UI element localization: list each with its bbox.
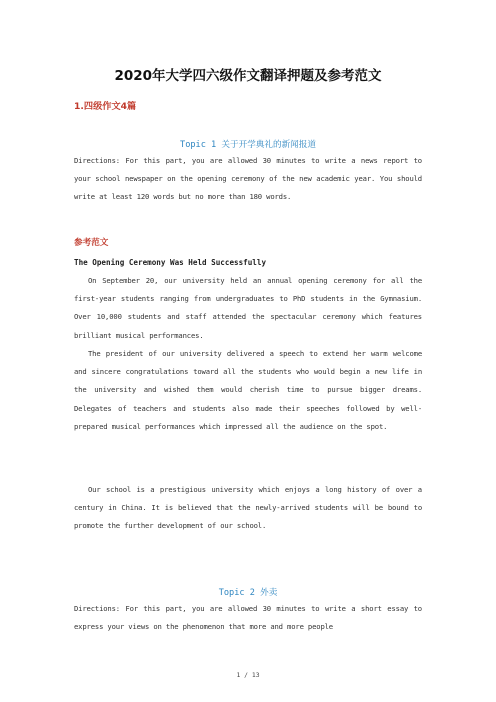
essay-paragraph-2: The president of our university delivered a speech to extend her warm welcome and sincere congratulations toward all the students who would begin a new life in the university and wished them would cherish time to pursue bigger dreams. Delegates of teachers and students also made their speeches followed by well-prepared musical performances which impressed all the audience on the spot. (74, 349, 422, 431)
essay-title: The Opening Ceremony Was Held Successfully (74, 258, 267, 267)
essay-paragraph-3: Our school is a prestigious university which enjoys a long history of over a century in China. It is believed that the newly-arrived students will be bound to promote the further development of our school. (74, 485, 422, 531)
essay-paragraph-1: On September 20, our university held an annual opening ceremony for all the first-year students ranging from undergraduates to PhD students in the Gymnasium. Over 10,000 students and staff attended the spectacular ceremony which features brilliant musical performances. (74, 276, 422, 340)
page-number: 1 / 13 (236, 671, 260, 679)
topic-1-label: Topic 1 (180, 140, 217, 150)
document-title: 2020年大学四六级作文翻译押题及参考范文 (114, 68, 382, 84)
topic-2-title (74, 586, 422, 598)
topic-1-title (74, 138, 422, 150)
topic-2-title-cn: 外卖 (260, 588, 278, 598)
topic-2-directions: Directions: For this part, you are allowed 30 minutes to write a short essay to express your views on the phenomenon that more and more people (74, 604, 422, 632)
reference-essay-heading: 参考范文 (74, 238, 109, 248)
topic-2-label: Topic 2 (218, 588, 255, 598)
section-heading: 1.四级作文4篇 (74, 101, 137, 112)
topic-1-directions: Directions: For this part, you are allowed 30 minutes to write a news report to your school newspaper on the opening ceremony of the new academic year. You should write at least 120 words but no more than 180 words. (74, 156, 422, 202)
topic-1-title-cn: 关于开学典礼的新闻报道 (221, 140, 316, 150)
